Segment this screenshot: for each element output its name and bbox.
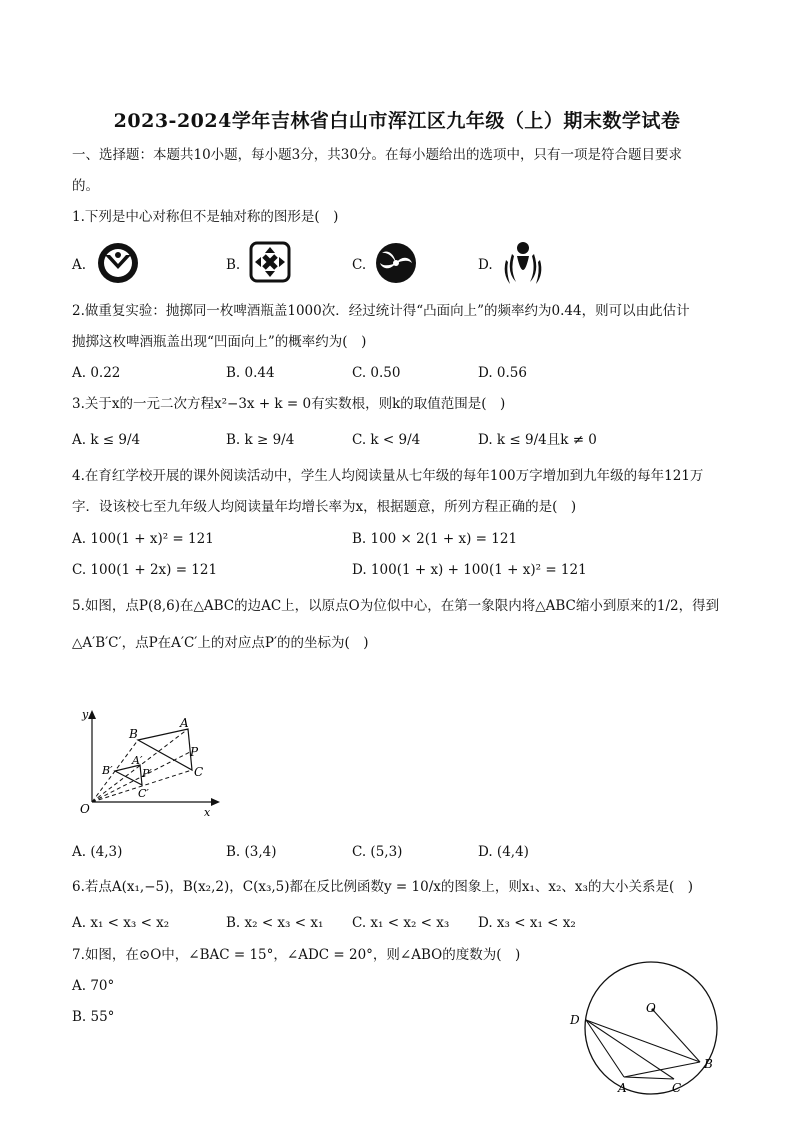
section-heading-cont: 的。: [72, 178, 99, 194]
q6-option-d: D. x₃ < x₁ < x₂: [478, 915, 576, 931]
q6-option-c: C. x₁ < x₂ < x₃: [352, 915, 450, 931]
q3-option-c: C. k < 9/4: [352, 432, 421, 448]
page-title: 2023-2024学年吉林省白山市浑江区九年级（上）期末数学试卷: [113, 110, 681, 132]
q1-option-d-label: D.: [478, 257, 493, 273]
question-2-line1: 2.做重复实验：抛掷同一枚啤酒瓶盖1000次．经过统计得“凸面向上”的频率约为0.44，则可以由此估计: [72, 303, 690, 319]
question-4-line2: 字．设该校七至九年级人均阅读量年均增长率为x，根据题意，所列方程正确的是( ): [72, 499, 577, 515]
q5-label-p-prime: P′: [142, 767, 152, 780]
q5-label-b-prime: B′: [102, 764, 113, 777]
q1-option-b-label: B.: [226, 257, 241, 273]
q4-option-a: A. 100(1 + x)² = 121: [72, 531, 214, 547]
q2-option-b: B. 0.44: [226, 365, 275, 381]
q6-option-a: A. x₁ < x₃ < x₂: [72, 915, 170, 931]
q1-option-a-label: A.: [72, 257, 87, 273]
q3-option-b: B. k ≥ 9/4: [226, 432, 295, 448]
q5-label-c: C: [194, 765, 204, 779]
q3-option-a: A. k ≤ 9/4: [72, 432, 141, 448]
q5-option-a: A. (4,3): [72, 844, 123, 860]
q5-option-c: C. (5,3): [352, 844, 403, 860]
q5-label-b: B: [129, 727, 138, 741]
section-heading: 一、选择题：本题共10小题，每小题3分，共30分。在每小题给出的选项中，只有一项是符合题目要求: [72, 147, 682, 163]
q5-label-c-prime: C′: [138, 787, 149, 800]
q1-option-c-label: C.: [352, 257, 367, 273]
q2-option-c: C. 0.50: [352, 365, 401, 381]
q1-figure-d-icon: [502, 240, 544, 286]
question-5-line2: △A′B′C′，点P在A′C′上的对应点P′的的坐标为( ): [72, 635, 369, 651]
q4-option-b: B. 100 × 2(1 + x) = 121: [352, 531, 518, 547]
q7-option-a: A. 70°: [72, 978, 115, 994]
q1-figure-b-icon: [249, 241, 291, 283]
q5-label-o: O: [80, 802, 90, 816]
q3-option-d: D. k ≤ 9/4且k ≠ 0: [478, 432, 597, 448]
q5-label-a-prime: A′: [132, 754, 143, 767]
question-5-line1: 5.如图，点P(8,6)在△ABC的边AC上，以原点O为位似中心，在第一象限内将△ABC缩小到原来的1/2，得到: [72, 598, 720, 614]
question-3-stem: 3.关于x的一元二次方程x²−3x + k = 0有实数根，则k的取值范围是( ): [72, 396, 506, 412]
q7-label-c: C: [672, 1081, 682, 1095]
q5-option-d: D. (4,4): [478, 844, 529, 860]
q5-figure-diagram: [70, 700, 230, 825]
question-7-stem: 7.如图，在⊙O中，∠BAC = 15°，∠ADC = 20°，则∠ABO的度数为( ): [72, 947, 521, 963]
q2-option-d: D. 0.56: [478, 365, 527, 381]
q5-option-b: B. (3,4): [226, 844, 277, 860]
question-2-line2: 抛掷这枚啤酒瓶盖出现“凹面向上”的概率约为( ): [72, 334, 367, 350]
q5-label-y: y: [82, 708, 89, 721]
q7-label-b: B: [704, 1057, 713, 1071]
q7-option-b: B. 55°: [72, 1009, 115, 1025]
q1-figure-a-icon: [96, 241, 140, 285]
q2-option-a: A. 0.22: [72, 365, 121, 381]
question-6-stem: 6.若点A(x₁,−5)，B(x₂,2)，C(x₃,5)都在反比例函数y = 10/x的图象上，则x₁、x₂、x₃的大小关系是( ): [72, 879, 693, 895]
q7-label-d: D: [570, 1013, 580, 1027]
q4-option-d: D. 100(1 + x) + 100(1 + x)² = 121: [352, 562, 587, 578]
question-1-stem: 1.下列是中心对称但不是轴对称的图形是( ): [72, 209, 339, 225]
q5-label-p: P: [190, 745, 199, 759]
q1-figure-c-icon: [374, 241, 418, 285]
q5-label-a: A: [180, 716, 189, 730]
question-4-line1: 4.在育红学校开展的课外阅读活动中，学生人均阅读量从七年级的每年100万字增加到九年级的每年121万: [72, 468, 704, 484]
q5-label-x: x: [204, 806, 211, 819]
q7-label-a: A: [618, 1081, 627, 1095]
q7-label-o: O: [646, 1001, 656, 1015]
q6-option-b: B. x₂ < x₃ < x₁: [226, 915, 324, 931]
q7-circle-diagram: [566, 958, 726, 1098]
q4-option-c: C. 100(1 + 2x) = 121: [72, 562, 218, 578]
